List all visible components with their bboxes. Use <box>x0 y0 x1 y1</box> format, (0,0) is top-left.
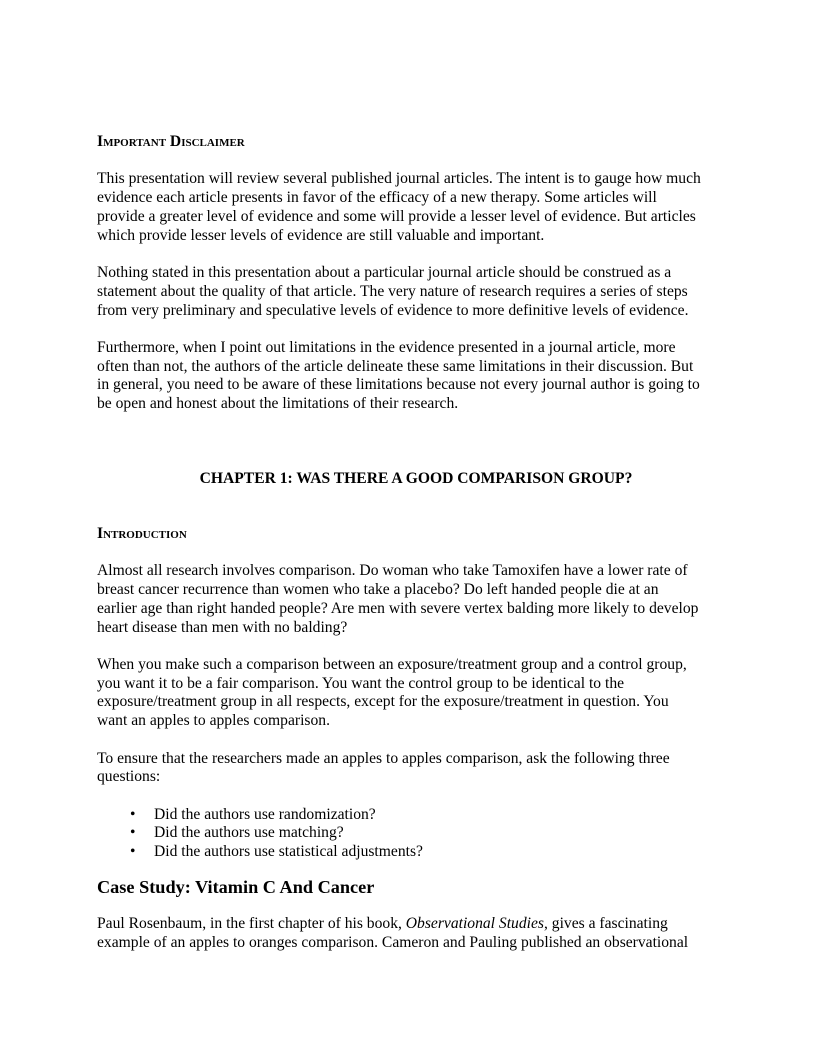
text-line: Nothing stated in this presentation about a particular journal article should be construed as a <box>97 263 672 281</box>
text-line: breast cancer recurrence than women who take a placebo? Do left handed people die at an <box>97 580 659 598</box>
text-line: from very preliminary and speculative levels of evidence to more definitive levels of evidence. <box>97 301 689 319</box>
disclaimer-paragraph-1 <box>97 170 729 245</box>
text-line: Furthermore, when I point out limitations in the evidence presented in a journal article, more <box>97 338 676 356</box>
document-page <box>97 133 729 953</box>
bullet-icon: • <box>130 824 136 842</box>
text-line: be open and honest about the limitations of their research. <box>97 395 459 413</box>
disclaimer-paragraph-3 <box>97 339 729 414</box>
text-fragment: , gives a fascinating <box>543 915 668 933</box>
text-line: exposure/treatment group in all respects, except for the exposure/treatment in question. You <box>97 693 669 711</box>
disclaimer-paragraph-2 <box>97 264 729 320</box>
introduction-heading: Introduction <box>97 524 187 542</box>
list-item-text: Did the authors use randomization? <box>154 805 376 823</box>
text-line <box>97 915 729 934</box>
bullet-icon: • <box>130 805 136 823</box>
text-line: you want it to be a fair comparison. You want the control group to be identical to the <box>97 674 625 692</box>
introduction-paragraph-2 <box>97 656 729 731</box>
list-item-text: Did the authors use statistical adjustments? <box>154 843 423 861</box>
question-list <box>97 806 729 862</box>
text-line: To ensure that the researchers made an apples to apples comparison, ask the following three <box>97 749 670 767</box>
introduction-paragraph-3 <box>97 750 729 788</box>
case-study-paragraph <box>97 915 729 953</box>
list-item-text: Did the authors use matching? <box>154 824 344 842</box>
text-line: earlier age than right handed people? Are men with severe vertex balding more likely to develop <box>97 599 699 617</box>
text-fragment: Paul Rosenbaum, in the first chapter of his book, <box>97 915 406 933</box>
text-line: often than not, the authors of the article delineate these same limitations in their discussion. But <box>97 357 694 375</box>
list-item <box>97 824 729 843</box>
text-line: When you make such a comparison between an exposure/treatment group and a control group, <box>97 655 687 673</box>
text-line: provide a greater level of evidence and some will provide a lesser level of evidence. But articles <box>97 207 696 225</box>
text-line: Almost all research involves comparison. Do woman who take Tamoxifen have a lower rate of <box>97 562 688 580</box>
bullet-icon: • <box>130 843 136 861</box>
chapter-title: CHAPTER 1: WAS THERE A GOOD COMPARISON GROUP? <box>199 470 633 488</box>
text-line: want an apples to apples comparison. <box>97 712 330 730</box>
text-line: in general, you need to be aware of these limitations because not every journal author is going to <box>97 376 700 394</box>
disclaimer-heading: Important Disclaimer <box>97 133 245 150</box>
list-item <box>97 843 729 862</box>
text-line: heart disease than men with no balding? <box>97 618 348 636</box>
text-line: statement about the quality of that article. The very nature of research requires a series of steps <box>97 282 688 300</box>
text-line: which provide lesser levels of evidence are still valuable and important. <box>97 226 545 244</box>
list-item <box>97 806 729 825</box>
text-line: example of an apples to oranges comparison. Cameron and Pauling published an observational <box>97 934 689 952</box>
text-line: This presentation will review several published journal articles. The intent is to gauge how much <box>97 170 701 188</box>
text-line: questions: <box>97 768 161 786</box>
book-title: Observational Studies <box>405 915 544 933</box>
text-line: evidence each article presents in favor of the efficacy of a new therapy. Some articles will <box>97 189 657 207</box>
introduction-paragraph-1 <box>97 562 729 637</box>
case-study-heading: Case Study: Vitamin C And Cancer <box>97 877 375 898</box>
